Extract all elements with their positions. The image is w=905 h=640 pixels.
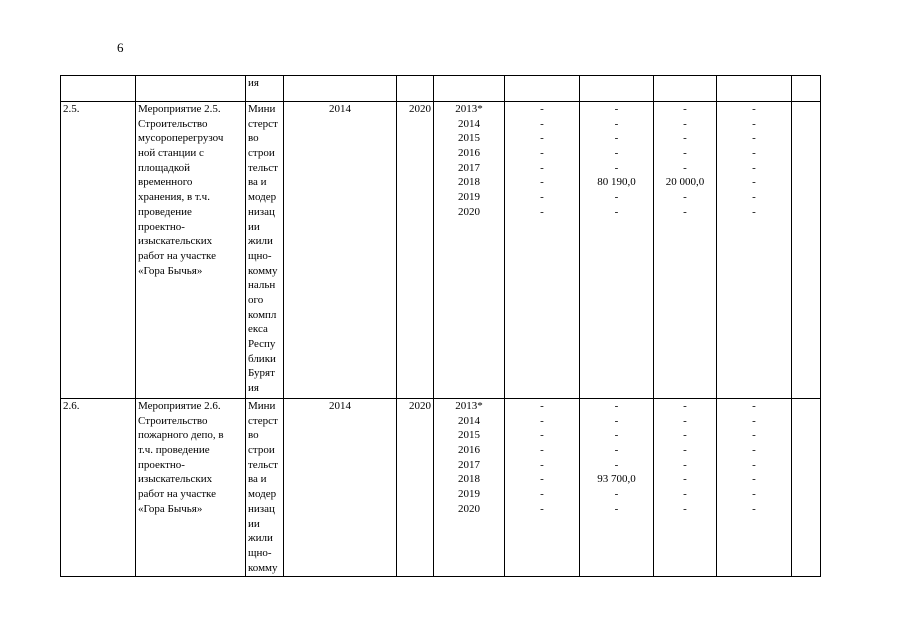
- amount-value: -: [683, 117, 687, 130]
- row-number-cell: [61, 399, 136, 577]
- end-year-cell: [397, 399, 434, 577]
- amount-value: -: [752, 205, 756, 218]
- amount-value: 93 700,0: [597, 473, 636, 486]
- executor-line: стерст: [248, 117, 278, 130]
- amount-value: -: [614, 132, 619, 145]
- table-body: [61, 102, 821, 577]
- executor-line: жили: [248, 235, 273, 248]
- amount-value: -: [540, 473, 544, 486]
- year-value: 2019: [458, 488, 480, 501]
- amount-value: 20 000,0: [665, 176, 705, 189]
- executor-cell: [246, 102, 284, 399]
- measure-name-cell: [136, 399, 246, 577]
- measure-name-line: ной станции с: [138, 147, 204, 160]
- amount-value: -: [540, 103, 544, 115]
- measure-name-line: временного: [138, 176, 193, 189]
- program-table: [60, 75, 821, 577]
- years-cell: [434, 399, 505, 577]
- amount-value: -: [540, 414, 544, 427]
- executor-line: модер: [248, 488, 277, 501]
- year-value: 2016: [458, 147, 480, 160]
- executor-line: Бурят: [248, 367, 275, 380]
- amount-value: -: [752, 444, 756, 457]
- amount-b-cell: [580, 399, 654, 577]
- measure-name-cell: [136, 102, 246, 399]
- executor-line: екса: [248, 323, 268, 336]
- amount-value: -: [540, 458, 544, 471]
- end-year-cell: [397, 102, 434, 399]
- executor-line: низац: [248, 205, 275, 218]
- executor-line: ия: [248, 382, 259, 395]
- page-number: 6: [117, 40, 124, 55]
- row-number-cell: [61, 102, 136, 399]
- executor-line: комму: [248, 561, 278, 574]
- amount-value: -: [752, 147, 756, 160]
- executor-line: комму: [248, 264, 278, 277]
- amount-value: -: [614, 502, 619, 515]
- executor-line: строи: [248, 444, 275, 457]
- executor-line: стерст: [248, 414, 278, 427]
- amount-value: -: [540, 191, 544, 204]
- end-year: 2020: [409, 400, 431, 412]
- amount-value: -: [540, 117, 544, 130]
- year-value: 2015: [458, 132, 480, 145]
- measure-name-line: работ на участке: [138, 249, 216, 262]
- executor-line: ого: [248, 293, 264, 306]
- measure-name-line: изыскательских: [138, 235, 213, 248]
- amount-value: -: [752, 103, 756, 115]
- amount-value: -: [540, 488, 544, 501]
- amount-value: -: [614, 414, 619, 427]
- executor-line: Респу: [248, 338, 276, 350]
- amount-value: -: [540, 400, 544, 412]
- years-cell: [434, 102, 505, 399]
- amount-value: -: [614, 444, 619, 457]
- executor-line: во: [248, 132, 259, 145]
- amount-value: -: [683, 458, 687, 471]
- table-row: [61, 399, 821, 577]
- year-value: 2013*: [455, 400, 483, 412]
- amount-value: -: [614, 147, 619, 160]
- amount-value: -: [752, 414, 756, 427]
- year-value: 2014: [458, 117, 480, 130]
- amount-value: -: [683, 147, 687, 160]
- amount-c-cell: [654, 399, 717, 577]
- executor-line: во: [248, 429, 259, 442]
- amount-value: -: [683, 414, 687, 427]
- amount-value: -: [752, 161, 756, 174]
- amount-value: -: [683, 444, 687, 457]
- amount-value: -: [683, 205, 687, 218]
- amount-value: -: [752, 473, 756, 486]
- start-year-cell: [284, 102, 397, 399]
- executor-line: Мини: [248, 103, 276, 115]
- measure-name-line: «Гора Бычья»: [138, 502, 203, 515]
- amount-a-cell: [505, 102, 580, 399]
- executor-line: низац: [248, 502, 275, 515]
- executor-line: тельст: [248, 458, 278, 471]
- amount-value: -: [752, 191, 756, 204]
- start-year-cell: [284, 399, 397, 577]
- table-row: [61, 102, 821, 399]
- amount-value: -: [614, 458, 619, 471]
- amount-value: -: [683, 473, 687, 486]
- measure-name-line: Строительство: [138, 117, 208, 130]
- amount-value: -: [540, 444, 544, 457]
- amount-value: -: [752, 176, 756, 189]
- amount-value: -: [683, 103, 687, 115]
- year-value: 2013*: [455, 103, 483, 115]
- amount-value: 80 190,0: [597, 176, 636, 189]
- measure-name-line: проектно-: [138, 220, 185, 233]
- year-value: 2020: [458, 502, 480, 515]
- amount-value: -: [752, 117, 756, 130]
- year-value: 2015: [458, 429, 480, 442]
- empty-cell: [792, 399, 821, 577]
- empty-cell: [792, 102, 821, 399]
- amount-value: -: [614, 103, 619, 115]
- row-number: 2.5.: [63, 103, 80, 115]
- amount-value: -: [540, 429, 544, 442]
- amount-value: -: [752, 400, 756, 412]
- measure-name-line: площадкой: [138, 161, 190, 174]
- year-value: 2018: [458, 176, 480, 189]
- year-value: 2017: [458, 458, 480, 471]
- executor-line: жили: [248, 532, 273, 545]
- executor-line: модер: [248, 191, 277, 204]
- year-value: 2020: [458, 205, 480, 218]
- year-value: 2014: [458, 414, 480, 427]
- amount-value: -: [752, 132, 756, 145]
- amount-value: -: [540, 205, 544, 218]
- amount-value: -: [614, 161, 619, 174]
- executor-line: ии: [248, 220, 260, 233]
- end-year: 2020: [409, 103, 431, 115]
- amount-a-cell: [505, 399, 580, 577]
- executor-line: Мини: [248, 400, 276, 412]
- amount-value: -: [683, 400, 687, 412]
- amount-value: -: [614, 429, 619, 442]
- amount-c-cell: [654, 102, 717, 399]
- amount-value: -: [683, 161, 687, 174]
- executor-line: щно-: [248, 546, 272, 559]
- amount-d-cell: [717, 102, 792, 399]
- year-value: 2018: [458, 473, 480, 486]
- measure-name-line: т.ч. проведение: [138, 444, 210, 457]
- measure-name-line: пожарного депо, в: [138, 429, 224, 442]
- start-year: 2014: [329, 103, 351, 115]
- executor-cell: ия: [246, 76, 284, 102]
- executor-line: блики: [248, 352, 276, 365]
- measure-name-line: проектно-: [138, 458, 185, 471]
- amount-value: -: [540, 147, 544, 160]
- amount-value: -: [683, 488, 687, 501]
- year-value: 2016: [458, 444, 480, 457]
- executor-cell: [246, 399, 284, 577]
- amount-value: -: [614, 205, 619, 218]
- amount-value: -: [752, 429, 756, 442]
- amount-value: -: [540, 176, 544, 189]
- measure-name-line: мусороперегрузоч: [138, 132, 224, 145]
- measure-name-line: хранения, в т.ч.: [138, 191, 210, 204]
- executor-line: строи: [248, 147, 275, 160]
- measure-name-line: проведение: [138, 205, 192, 218]
- table-row-continuation: [61, 76, 821, 102]
- executor-line: ва и: [248, 473, 267, 486]
- amount-value: -: [752, 502, 756, 515]
- amount-value: -: [540, 132, 544, 145]
- executor-line: ва и: [248, 176, 267, 189]
- executor-line: тельст: [248, 161, 278, 174]
- measure-name-line: работ на участке: [138, 488, 216, 501]
- amount-d-cell: [717, 399, 792, 577]
- amount-value: -: [752, 488, 756, 501]
- measure-name-line: «Гора Бычья»: [138, 264, 203, 277]
- amount-value: -: [752, 458, 756, 471]
- amount-value: -: [540, 502, 544, 515]
- measure-name-line: Мероприятие 2.5.: [138, 103, 221, 115]
- amount-value: -: [683, 191, 687, 204]
- amount-value: -: [614, 400, 619, 412]
- executor-line: щно-: [248, 249, 272, 262]
- amount-value: -: [683, 502, 687, 515]
- measure-name-line: изыскательских: [138, 473, 213, 486]
- amount-value: -: [614, 191, 619, 204]
- year-value: 2019: [458, 191, 480, 204]
- amount-value: -: [614, 117, 619, 130]
- amount-value: -: [683, 132, 687, 145]
- row-number: 2.6.: [63, 400, 80, 412]
- amount-value: -: [614, 488, 619, 501]
- executor-line: компл: [248, 308, 277, 321]
- measure-name-line: Мероприятие 2.6.: [138, 400, 221, 412]
- amount-value: -: [540, 161, 544, 174]
- measure-name-line: Строительство: [138, 414, 208, 427]
- executor-line: нальн: [248, 279, 276, 292]
- executor-line: ии: [248, 517, 260, 530]
- amount-b-cell: [580, 102, 654, 399]
- year-value: 2017: [458, 161, 480, 174]
- start-year: 2014: [329, 400, 351, 412]
- amount-value: -: [683, 429, 687, 442]
